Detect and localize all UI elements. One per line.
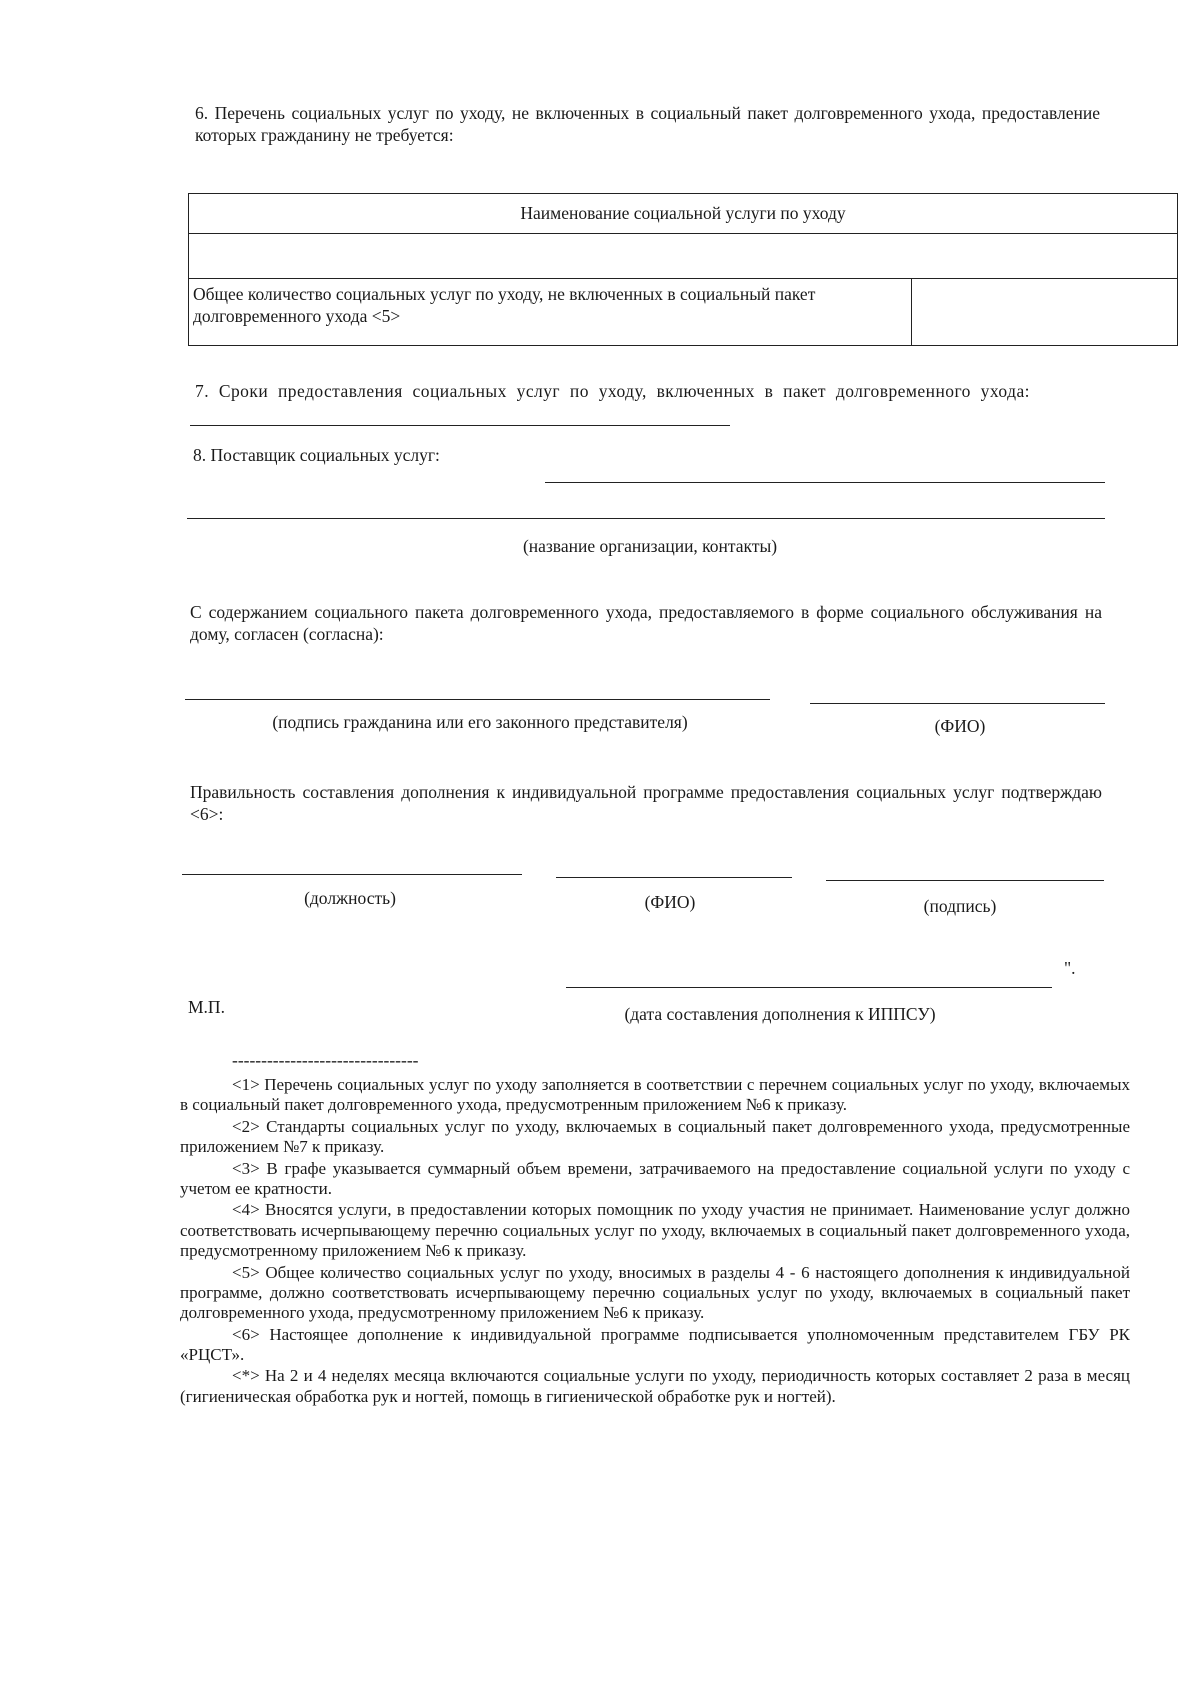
total-count-value[interactable] [911, 279, 1177, 345]
official-signature-caption: (подпись) [923, 896, 997, 916]
total-count-label: Общее количество социальных услуг по уходу, не включенных в социальный пакет долговременного ухода <5> [193, 284, 816, 326]
date-caption: (дата составления дополнения к ИППСУ) [624, 1004, 936, 1024]
date-line[interactable] [566, 987, 1052, 988]
date-closing-quote: ". [1064, 958, 1076, 978]
citizen-fio-caption: (ФИО) [934, 716, 986, 736]
footnote-item: <4> Вносятся услуги, в предоставлении которых помощник по уходу участия не принимает. Наименование услуг должно соответствовать исчерпывающему перечню социальных услуг по уходу, включаемых в социальный пакет долговременного ухода, предусмотренному приложением №6 к приказу. [180, 1200, 1130, 1261]
table-header: Наименование социальной услуги по уходу [189, 194, 1177, 234]
provider-fill-line-2[interactable] [187, 518, 1105, 519]
provider-caption: (название организации, контакты) [522, 536, 778, 556]
table-row[interactable] [189, 234, 1177, 279]
section-7-heading: 7. Сроки предоставления социальных услуг по уходу, включенных в пакет долговременного ухода: [195, 381, 1030, 401]
provider-fill-line-1[interactable] [545, 482, 1105, 483]
footnote-item: <2> Стандарты социальных услуг по уходу, включаемых в социальный пакет долговременного ухода, предусмотренные приложением №7 к приказу. [180, 1116, 1130, 1157]
official-fio-caption: (ФИО) [644, 892, 696, 912]
footnote-separator: -------------------------------- [232, 1050, 419, 1070]
section-8-label: 8. Поставщик социальных услуг: [193, 445, 440, 465]
confirmation-statement: Правильность составления дополнения к индивидуальной программе предоставления социальных услуг подтверждаю <6>: [190, 782, 1102, 824]
footnote-item: <1> Перечень социальных услуг по уходу заполняется в соответствии с перечнем социальных услуг по уходу, включаемых в социальный пакет долговременного ухода, предусмотренным приложением №6 к приказу. [180, 1075, 1130, 1115]
footnote-item: <*> На 2 и 4 неделях месяца включаются социальные услуги по уходу, периодичность которых составляет 2 раза в месяц (гигиеническая обработка рук и ногтей, помощь в гигиенической обработке рук и ногтей). [180, 1366, 1130, 1406]
footnote-item: <6> Настоящее дополнение к индивидуальной программе подписывается уполномоченным представителем ГБУ РК «РЦСТ». [180, 1324, 1130, 1365]
citizen-fio-line[interactable] [810, 703, 1105, 704]
consent-statement: С содержанием социального пакета долговременного ухода, предоставляемого в форме социального обслуживания на дому, согласен (согласна): [190, 602, 1102, 644]
footnote-item: <5> Общее количество социальных услуг по уходу, вносимых в разделы 4 - 6 настоящего дополнения к индивидуальной программе, должно соответствовать исчерпывающему перечню социальных услуг по уходу, включаемых в социальный пакет долговременного ухода, предусмотренному приложением №6 к приказу. [180, 1262, 1130, 1323]
terms-fill-line[interactable] [190, 425, 730, 426]
section-6-heading: 6. Перечень социальных услуг по уходу, не включенных в социальный пакет долговременного ухода, предоставление которых гражданину не требуется: [195, 103, 1100, 145]
footnotes [180, 1075, 1130, 1408]
position-caption: (должность) [304, 888, 396, 908]
services-table [188, 193, 1178, 346]
footnote-item: <3> В графе указывается суммарный объем времени, затрачиваемого на предоставление социальной услуги по уходу с учетом ее кратности. [180, 1158, 1130, 1198]
citizen-signature-line[interactable] [185, 699, 770, 700]
position-line[interactable] [182, 874, 522, 875]
official-signature-line[interactable] [826, 880, 1104, 881]
stamp-place-label: М.П. [188, 997, 225, 1017]
citizen-signature-caption: (подпись гражданина или его законного представителя) [272, 712, 688, 732]
official-fio-line[interactable] [556, 877, 792, 878]
